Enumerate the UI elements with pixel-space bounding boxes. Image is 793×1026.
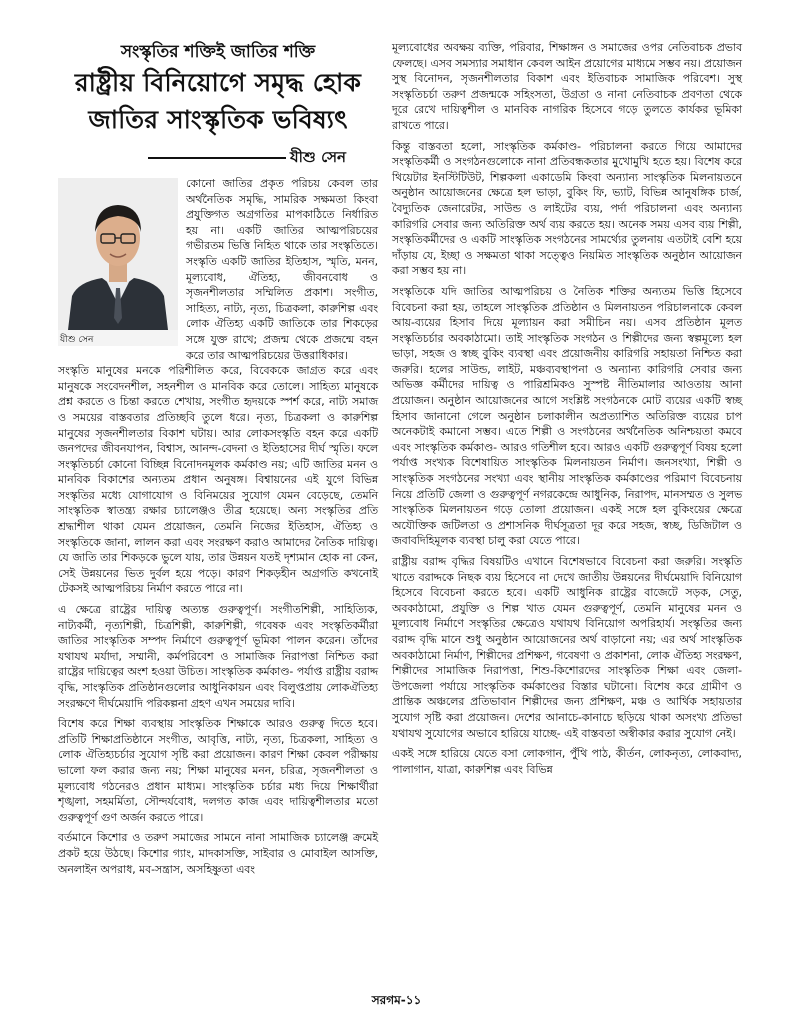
paragraph: রাষ্ট্রীয় বরাদ্দ বৃদ্ধির বিষয়টিও এখানে বিশেষভাবে বিবেচনা করা জরুরি। সংস্কৃতি খাতে বরাদ্দকে নিছক ব্যয় হিসেবে না দেখে জাতীয় উন্নয়নের দীর্ঘমেয়াদি বিনিয়োগ হিসেবে বিবেচনা করতে হবে। একটি আধুনিক রাষ্ট্রের বাজেটে সড়ক, সেতু, অবকাঠামো, প্রযুক্তি ও শিল্প খাত যেমন গুরুত্বপূর্ণ, তেমনি মানুষের মনন ও মূল্যবোধ নির্মাণে সংস্কৃতির ক্ষেত্রেও যথাযথ বিনিয়োগ অপরিহার্য। সংস্কৃতির জন্য বরাদ্দ বৃদ্ধি মানে শুধু অনুষ্ঠান আয়োজনের অর্থ বাড়ানো নয়; এর অর্থ সাংস্কৃতিক অবকাঠামো নির্মাণ, শিল্পীদের প্রশিক্ষণ, গবেষণা ও প্রকাশনা, লোক ঐতিহ্য সংরক্ষণ, শিল্পীদের সামাজিক নিরাপত্তা, শিশু-কিশোরদের সাংস্কৃতিক শিক্ষা এবং জেলা-উপজেলা পর্যায়ে সাংস্কৃতিক কর্মকাণ্ডের বিস্তার ঘটানো। বিশেষ করে গ্রামীণ ও প্রান্তিক অঞ্চলের প্রতিভাবান শিল্পীদের জন্য প্রশিক্ষণ, মঞ্চ ও আর্থিক সহায়তার সুযোগ সৃষ্টি করা প্রয়োজন। দেশের আনাচে-কানাচে ছড়িয়ে থাকা অসংখ্য প্রতিভা যথাযথ সুযোগের অভাবে হারিয়ে যাচ্ছে- এই বাস্তবতা অস্বীকার করার সুযোগ নেই। bbox=[392, 555, 742, 740]
paragraph: মূল্যবোধের অবক্ষয় ব্যক্তি, পরিবার, শিক্ষাঙ্গন ও সমাজের ওপর নেতিবাচক প্রভাব ফেলছে। এসব সমস্যার সমাধান কেবল আইন প্রয়োগের মাধ্যমে সম্ভব নয়। প্রয়োজন সুস্থ বিনোদন, সৃজনশীলতার বিকাশ এবং ইতিবাচক সামাজিক পরিবেশ। সুস্থ সংস্কৃতিচর্চা তরুণ প্রজন্মকে সহিংসতা, উগ্রতা ও নানা নেতিবাচক প্রবণতা থেকে দূরে রেখে দায়িত্বশীল ও মানবিক নাগরিক হিসেবে গড়ে তুলতে কার্যকর ভূমিকা রাখতে পারে। bbox=[392, 41, 742, 132]
byline-rule bbox=[148, 157, 286, 159]
author-photo bbox=[58, 178, 178, 346]
left-column bbox=[58, 40, 378, 877]
headline-line-1: রাষ্ট্রীয় বিনিয়োগে সমৃদ্ধ হোক bbox=[74, 68, 362, 97]
paragraph: একই সঙ্গে হারিয়ে যেতে বসা লোকগান, পুঁথি পাঠ, কীর্তন, লোকনৃত্য, লোকবাদ্য, পালাগান, যাত্রা, কারুশিল্প এবং বিভিন্ন bbox=[392, 747, 742, 776]
paragraph: এ ক্ষেত্রে রাষ্ট্রের দায়িত্ব অত্যন্ত গুরুত্বপূর্ণ। সংগীতশিল্পী, সাহিত্যিক, নাট্যকর্মী, নৃত্যশিল্পী, চিত্রশিল্পী, কারুশিল্পী, গবেষক এবং সংস্কৃতিকর্মীরা জাতির সাংস্কৃতিক সম্পদ নির্মাণে গুরুত্বপূর্ণ ভূমিকা পালন করেন। তাঁদের যথাযথ মর্যাদা, সম্মানী, কর্মপরিবেশ ও সামাজিক নিরাপত্তা নিশ্চিত করা রাষ্ট্রের দায়িত্বের অংশ হওয়া উচিত। সাংস্কৃতিক কর্মকাণ্ড- পর্যাপ্ত রাষ্ট্রীয় বরাদ্দ বৃদ্ধি, সাংস্কৃতিক প্রতিষ্ঠানগুলোর আধুনিকায়ন এবং বিলুপ্তপ্রায় লোকঐতিহ্য সংরক্ষণে দীর্ঘমেয়াদি পরিকল্পনা গ্রহণ এখন সময়ের দাবি। bbox=[58, 603, 378, 710]
paragraph: সংস্কৃতিকে যদি জাতির আত্মপরিচয় ও নৈতিক শক্তির অন্যতম ভিত্তি হিসেবে বিবেচনা করা হয়, তাহলে সাংস্কৃতিক প্রতিষ্ঠান ও মিলনায়তন পরিচালনাকে কেবল আয়-ব্যয়ের হিসাব দিয়ে মূল্যায়ন করা সমীচিন নয়। এসব প্রতিষ্ঠান মূলত সংস্কৃতিচর্চার অবকাঠামো। তাই সাংস্কৃতিক সংগঠন ও শিল্পীদের জন্য স্বল্পমূল্যে হল ভাড়া, সহজ ও স্বচ্ছ বুকিং ব্যবস্থা এবং প্রয়োজনীয় কারিগরি সহায়তা নিশ্চিত করা জরুরি। হলের সাউন্ড, লাইট, মঞ্চব্যবস্থাপনা ও অন্যান্য কারিগরি সেবার জন্য অভিজ্ঞ কর্মীদের দায়িত্ব ও পারিশ্রমিকও সুস্পষ্ট নীতিমালার আওতায় আনা প্রয়োজন। অনুষ্ঠান আয়োজনের আগে সংশ্লিষ্ট সংগঠনকে মোট ব্যয়ের একটি স্বচ্ছ হিসাব জানানো গেলে অনুষ্ঠান চলাকালীন অপ্রত্যাশিত অতিরিক্ত ব্যয়ের চাপ অনেকটাই কমানো সম্ভব। এতে শিল্পী ও সংগঠনের অর্থনৈতিক অনিশ্চয়তা কমবে এবং সাংস্কৃতিক কর্মকাণ্ড- আরও গতিশীল হবে। আরও একটি গুরুত্বপূর্ণ বিষয় হলো পর্যাপ্ত সংখ্যক বিশেষায়িত সাংস্কৃতিক মিলনায়তন নির্মাণ। জনসংখ্যা, শিল্পী ও সাংস্কৃতিক সংগঠনের সংখ্যা এবং স্থানীয় সাংস্কৃতিক কর্মকাণ্ডের পরিমাণ বিবেচনায় নিয়ে প্রতিটি জেলা ও গুরুত্বপূর্ণ নগরকেন্দ্রে আধুনিক, নিরাপদ, মানসম্মত ও সুলভ সাংস্কৃতিক মিলনায়তন গড়ে তোলা প্রয়োজন। একই সঙ্গে হল বুকিংয়ের ক্ষেত্রে অযৌক্তিক জটিলতা ও প্রশাসনিক দীর্ঘসূত্রতা দূর করে সহজ, স্বচ্ছ, ডিজিটাল ও জবাবদিহিমূলক ব্যবস্থা চালু করা যেতে পারে। bbox=[392, 284, 742, 548]
paragraph: কিন্তু বাস্তবতা হলো, সাংস্কৃতিক কর্মকাণ্ড- পরিচালনা করতে গিয়ে আমাদের সংস্কৃতিকর্মী ও সংগঠনগুলোকে নানা প্রতিবন্ধকতার মুখোমুখি হতে হয়। বিশেষ করে থিয়েটার ইনস্টিটিউট, শিল্পকলা একাডেমি কিংবা অন্যান্য সাংস্কৃতিক মিলনায়তনে অনুষ্ঠান আয়োজনের ক্ষেত্রে হল ভাড়া, বুকিং ফি, ভ্যাট, বিভিন্ন আনুষঙ্গিক চার্জ, বৈদ্যুতিক জেনারেটর, সাউন্ড ও লাইটের ব্যয়, পর্দা পরিচালনা এবং অন্যান্য কারিগরি সেবার জন্য অতিরিক্ত অর্থ ব্যয় করতে হয়। অনেক সময় এসব ব্যয় শিল্পী, সংস্কৃতিকর্মীদের ও একটি সাংস্কৃতিক সংগঠনের সামর্থ্যের তুলনায় এতটাই বেশি হয়ে দাঁড়ায় যে, ইচ্ছা ও সক্ষমতা থাকা সত্ত্বেও নিয়মিত সাংস্কৃতিক অনুষ্ঠান আয়োজন করা সম্ভব হয় না। bbox=[392, 139, 742, 278]
photo-caption: যীশু সেন bbox=[60, 335, 94, 345]
paragraph: বিশেষ করে শিক্ষা ব্যবস্থায় সাংস্কৃতিক শিক্ষাকে আরও গুরুত্ব দিতে হবে। প্রতিটি শিক্ষাপ্রতিষ্ঠানে সংগীত, আবৃত্তি, নাট্য, নৃত্য, চিত্রকলা, সাহিত্য ও লোক ঐতিহ্যচর্চার সুযোগ সৃষ্টি করা প্রয়োজন। কারণ শিক্ষা কেবল পরীক্ষায় ভালো ফল করার জন্য নয়; শিক্ষা মানুষের মনন, চরিত্র, সৃজনশীলতা ও মূল্যবোধ গঠনেরও প্রধান মাধ্যম। সাংস্কৃতিক চর্চার মধ্য দিয়ে শিক্ষার্থীরা শৃঙ্খলা, সহমর্মিতা, সৌন্দর্যবোধ, দলগত কাজ এবং দায়িত্বশীলতার মতো গুরুত্বপূর্ণ গুণ অর্জন করতে পারে। bbox=[58, 717, 378, 824]
right-column bbox=[392, 40, 742, 777]
headline-line-2: জাতির সাংস্কৃতিক ভবিষ্যৎ bbox=[88, 105, 348, 134]
author-name: যীশু সেন bbox=[290, 148, 347, 166]
paragraph: বর্তমানে কিশোর ও তরুণ সমাজের সামনে নানা সামাজিক চ্যালেঞ্জ ক্রমেই প্রকট হয়ে উঠছে। কিশোর গ্যাং, মাদকাসক্তি, সাইবার ও মোবাইল আসক্তি, অনলাইন অপরাধ, মব-সন্ত্রাস, অসহিষ্ণুতা এবং bbox=[58, 831, 378, 876]
article-intro bbox=[58, 176, 378, 363]
page-footer: সরগম-১১ bbox=[371, 993, 422, 1007]
paragraph: কোনো জাতির প্রকৃত পরিচয় কেবল তার অর্থনৈতিক সমৃদ্ধি, সামরিক সক্ষমতা কিংবা প্রযুক্তিগত অগ্রগতির মাপকাঠিতে নির্ধারিত হয় না। একটি জাতির আত্মপরিচয়ের গভীরতম ভিত্তি নিহিত থাকে তার সংস্কৃতিতে। সংস্কৃতি একটি জাতির ইতিহাস, স্মৃতি, মনন, মূল্যবোধ, ঐতিহ্য, জীবনবোধ ও সৃজনশীলতার সম্মিলিত প্রকাশ। সংগীত, সাহিত্য, নাট্য, নৃত্য, চিত্রকলা, কারুশিল্প এবং লোক ঐতিহ্য একটি জাতিকে তার শিকড়ের সঙ্গে যুক্ত রাখে; প্রজন্ম থেকে প্রজন্মে বহন করে তার আত্মপরিচয়ের উত্তরাধিকার। bbox=[186, 177, 378, 362]
article-kicker: সংস্কৃতির শক্তিই জাতির শক্তি bbox=[120, 42, 316, 62]
author-portrait-image bbox=[58, 178, 178, 330]
byline bbox=[58, 144, 378, 170]
paragraph: সংস্কৃতি মানুষের মনকে পরিশীলিত করে, বিবেককে জাগ্রত করে এবং মানুষকে সংবেদনশীল, সহনশীল ও মানবিক করে তোলে। সাহিত্য মানুষকে প্রশ্ন করতে ও চিন্তা করতে শেখায়, সংগীত হৃদয়কে স্পর্শ করে, নাট্য সমাজ ও সময়ের বাস্তবতার প্রতিচ্ছবি তুলে ধরে। নৃত্য, চিত্রকলা ও কারুশিল্প মানুষের সৃজনশীলতার বিকাশ ঘটায়। আর লোকসংস্কৃতি বহন করে একটি জনপদের জীবনযাপন, বিশ্বাস, আনন্দ-বেদনা ও ইতিহাসের দীর্ঘ স্মৃতি। ফলে সংস্কৃতিচর্চা কোনো বিচ্ছিন্ন বিনোদনমূলক কর্মকাণ্ড নয়; এটি জাতির মনন ও মানবিক বিকাশের অন্যতম প্রধান অনুষঙ্গ। বিশ্বায়নের এই যুগে বিভিন্ন সংস্কৃতির মধ্যে যোগাযোগ ও বিনিময়ের সুযোগ যেমন বেড়েছে, তেমনি সাংস্কৃতিক স্বাতন্ত্র্য রক্ষার চ্যালেঞ্জও তীব্র হয়েছে। অন্য সংস্কৃতির প্রতি শ্রদ্ধাশীল থাকা যেমন প্রয়োজন, তেমনি নিজের ইতিহাস, ঐতিহ্য ও সংস্কৃতিকে জানা, লালন করা এবং সংরক্ষণ করাও আমাদের নৈতিক দায়িত্ব। যে জাতি তার শিকড়কে ভুলে যায়, তার উন্নয়ন যতই দৃশ্যমান হোক না কেন, সেই উন্নয়নের ভিত দুর্বল হয়ে পড়ে। কারণ শিকড়হীন অগ্রগতি কখনোই টেকসই আত্মপরিচয় নির্মাণ করতে পারে না। bbox=[58, 364, 378, 596]
